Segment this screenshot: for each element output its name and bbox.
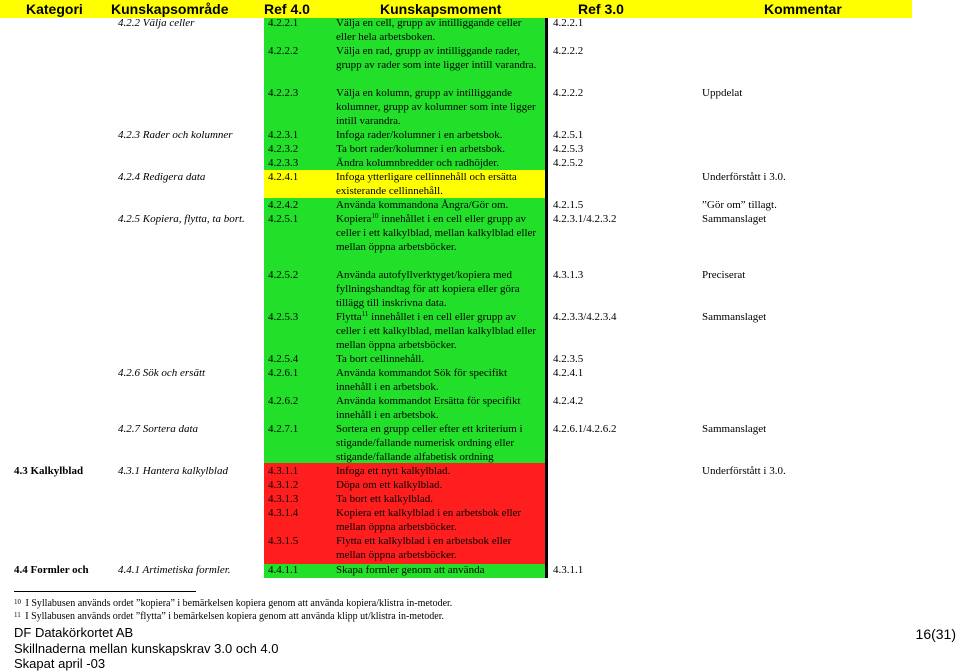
column-divider [545,18,548,578]
footnote-ref: 11 [361,310,369,318]
moment-cell: Använda autofyllverktyget/kopiera med fyllningshandtag för att kopiera eller göra tillägg till inskrivna data. [336,269,520,309]
moment-cell [336,310,542,352]
footnote-text: I Syllabusen används ordet ”flytta” i bemärkelsen kopiera genom att använda klipp ut/klistra in-metoder. [22,611,445,622]
footnote-number: 10 [14,598,21,606]
moment-cell: Ta bort ett kalkylblad. [336,493,433,505]
moment-cell: Infoga ytterligare cellinnehåll och ersätta existerande cellinnehåll. [336,171,517,197]
ref3-cell: 4.2.4.2 [553,395,584,407]
moment-cell: Använda kommandot Sök för specifikt innehåll i en arbetsbok. [336,367,508,393]
moment-cell: Döpa om ett kalkylblad. [336,479,443,491]
moment-cell: Välja en cell, grupp av intilliggande celler eller hela arbetsboken. [336,17,522,43]
moment-cell: Sortera en grupp celler efter ett kriterium i stigande/fallande numerisk ordning eller stigande/fallande alfabetisk ordning [336,423,523,463]
omrade-cell: 4.2.7 Sortera data [118,423,199,435]
footnote-number: 11 [14,611,21,619]
omrade-cell: 4.3.1 Hantera kalkylblad [118,465,228,477]
ref4-cell: 4.2.5.4 [268,353,299,365]
header-ref4: Ref 4.0 [264,1,310,17]
ref4-cell: 4.2.2.2 [268,45,299,57]
ref4-cell: 4.3.1.1 [268,465,299,477]
header-kategori: Kategori [26,1,83,17]
ref4-cell: 4.2.6.2 [268,395,299,407]
kommentar-cell: ”Gör om” tillagt. [702,199,777,211]
omrade-cell: 4.2.3 Rader och kolumner [118,129,233,141]
footer-title: Skillnaderna mellan kunskapskrav 3.0 och 4.0 [14,641,279,656]
ref3-cell: 4.2.4.1 [553,367,584,379]
moment-cell: Välja en kolumn, grupp av intilliggande kolumner, grupp av kolumner som inte ligger intill varandra. [336,87,536,127]
header-kommentar: Kommentar [764,1,842,17]
ref3-cell: 4.2.2.2 [553,87,584,99]
kategori-cell: 4.4 Formler och [14,564,89,576]
ref4-cell: 4.3.1.2 [268,479,299,491]
footer-date: Skapat april -03 [14,656,106,671]
page-number: 16(31) [915,626,956,642]
ref4-cell: 4.2.5.1 [268,213,299,225]
ref3-cell: 4.2.2.1 [553,17,584,29]
ref4-cell: 4.2.2.1 [268,17,299,29]
ref3-cell: 4.2.5.1 [553,129,584,141]
ref4-cell: 4.2.4.2 [268,199,299,211]
ref3-cell: 4.2.3.5 [553,353,584,365]
moment-cell: Kopiera ett kalkylblad i en arbetsbok eller mellan öppna arbetsböcker. [336,507,522,533]
ref4-cell: 4.2.2.3 [268,87,299,99]
header-kunskapsmoment: Kunskapsmoment [380,1,502,17]
omrade-cell: 4.4.1 Artimetiska formler. [118,564,231,576]
ref4-cell: 4.2.3.1 [268,129,299,141]
kommentar-cell: Sammanslaget [702,423,767,435]
ref3-cell: 4.3.1.1 [553,564,584,576]
ref4-cell: 4.3.1.5 [268,535,299,547]
ref4-cell: 4.3.1.4 [268,507,299,519]
ref3-cell: 4.3.1.3 [553,269,584,281]
ref4-cell: 4.3.1.3 [268,493,299,505]
moment-cell: Skapa formler genom att använda [336,564,485,576]
header-kunskapsomrade: Kunskapsområde [111,1,229,17]
omrade-cell: 4.2.2 Välja celler [118,17,195,29]
moment-cell: Ta bort rader/kolumner i en arbetsbok. [336,143,506,155]
moment-text: innehållet i en cell eller grupp av celler i ett kalkylblad, mellan kalkylblad eller mellan öppna arbetsböcker. [336,311,537,351]
footnote-rule [14,591,196,592]
ref4-cell: 4.2.4.1 [268,171,299,183]
ref4-cell: 4.2.5.3 [268,311,299,323]
ref4-cell: 4.2.7.1 [268,423,299,435]
footnote-ref: 10 [371,212,379,220]
kommentar-cell: Underförstått i 3.0. [702,171,786,183]
kategori-cell: 4.3 Kalkylblad [14,465,84,477]
kommentar-cell: Sammanslaget [702,213,767,225]
moment-text: Flytta [336,311,362,323]
moment-cell: Ändra kolumnbredder och radhöjder. [336,157,500,169]
moment-cell: Välja en rad, grupp av intilliggande rader, grupp av rader som inte ligger intill varandra. [336,45,537,71]
ref4-cell: 4.2.6.1 [268,367,299,379]
omrade-cell: 4.2.5 Kopiera, flytta, ta bort. [118,213,245,225]
moment-text: innehållet i en cell eller grupp av celler i ett kalkylblad, mellan kalkylblad eller mellan öppna arbetsböcker. [336,213,537,253]
moment-cell: Flytta ett kalkylblad i en arbetsbok eller mellan öppna arbetsböcker. [336,535,512,561]
moment-cell: Infoga ett nytt kalkylblad. [336,465,451,477]
ref3-cell: 4.2.2.2 [553,45,584,57]
kommentar-cell: Sammanslaget [702,311,767,323]
kommentar-cell: Underförstått i 3.0. [702,465,786,477]
footnote [14,611,444,623]
moment-cell [336,212,542,254]
ref4-cell: 4.4.1.1 [268,564,299,576]
footnote [14,598,452,610]
moment-cell: Infoga rader/kolumner i en arbetsbok. [336,129,503,141]
moment-cell: Ta bort cellinnehåll. [336,353,425,365]
omrade-cell: 4.2.6 Sök och ersätt [118,367,206,379]
omrade-cell: 4.2.4 Redigera data [118,171,206,183]
moment-text: Kopiera [336,213,372,225]
moment-cell: Använda kommandona Ångra/Gör om. [336,199,509,211]
ref4-cell: 4.2.5.2 [268,269,299,281]
moment-cell: Använda kommandot Ersätta för specifikt innehåll i en arbetsbok. [336,395,521,421]
ref3-cell: 4.2.3.3/4.2.3.4 [553,311,617,323]
kommentar-cell: Uppdelat [702,87,743,99]
ref3-cell: 4.2.5.2 [553,157,584,169]
footer-company: DF Datakörkortet AB [14,625,134,640]
ref4-cell: 4.2.3.3 [268,157,299,169]
ref3-cell: 4.2.3.1/4.2.3.2 [553,213,617,225]
ref4-cell: 4.2.3.2 [268,143,299,155]
header-ref3: Ref 3.0 [578,1,624,17]
ref3-cell: 4.2.1.5 [553,199,584,211]
footnote-text: I Syllabusen används ordet ”kopiera” i bemärkelsen kopiera genom att använda kopiera/klistra in-metoder. [23,598,453,609]
ref3-cell: 4.2.6.1/4.2.6.2 [553,423,617,435]
kommentar-cell: Preciserat [702,269,746,281]
ref3-cell: 4.2.5.3 [553,143,584,155]
